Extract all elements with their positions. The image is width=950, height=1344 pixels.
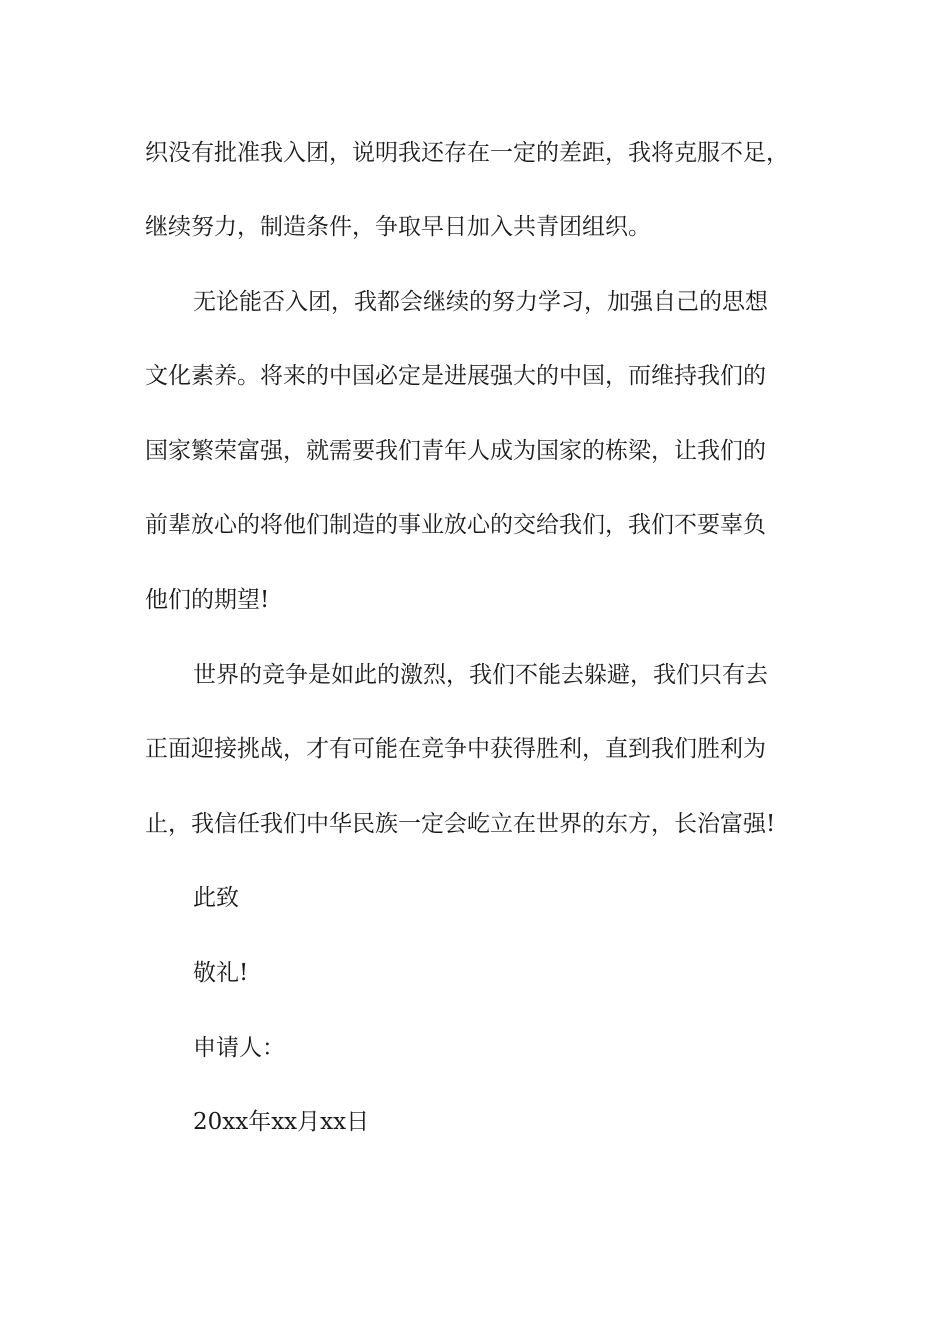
body-line-9: 正面迎接挑战，才有可能在竞争中获得胜利，直到我们胜利为 bbox=[145, 736, 766, 762]
body-line-2: 继续努力，制造条件，争取早日加入共青团组织。 bbox=[145, 214, 651, 240]
body-line-6: 前辈放心的将他们制造的事业放心的交给我们，我们不要辜负 bbox=[145, 512, 766, 538]
body-line-3: 无论能否入团，我都会继续的努力学习，加强自己的思想 bbox=[193, 289, 768, 315]
body-line-1: 织没有批准我入团，说明我还存在一定的差距，我将克服不足， bbox=[145, 140, 789, 166]
applicant-label: 申请人： bbox=[193, 1035, 285, 1061]
date-text: 20xx年xx月xx日 bbox=[193, 1109, 370, 1135]
salute-text: 敬礼! bbox=[193, 960, 249, 986]
body-line-4: 文化素养。将来的中国必定是进展强大的中国，而维持我们的 bbox=[145, 363, 766, 389]
closing-text: 此致 bbox=[193, 885, 239, 911]
body-line-7: 他们的期望! bbox=[145, 587, 270, 613]
body-line-10: 止，我信任我们中华民族一定会屹立在世界的东方，长治富强! bbox=[145, 811, 776, 837]
body-line-5: 国家繁荣富强，就需要我们青年人成为国家的栋梁，让我们的 bbox=[145, 438, 766, 464]
body-line-8: 世界的竞争是如此的激烈，我们不能去躲避，我们只有去 bbox=[193, 662, 768, 688]
